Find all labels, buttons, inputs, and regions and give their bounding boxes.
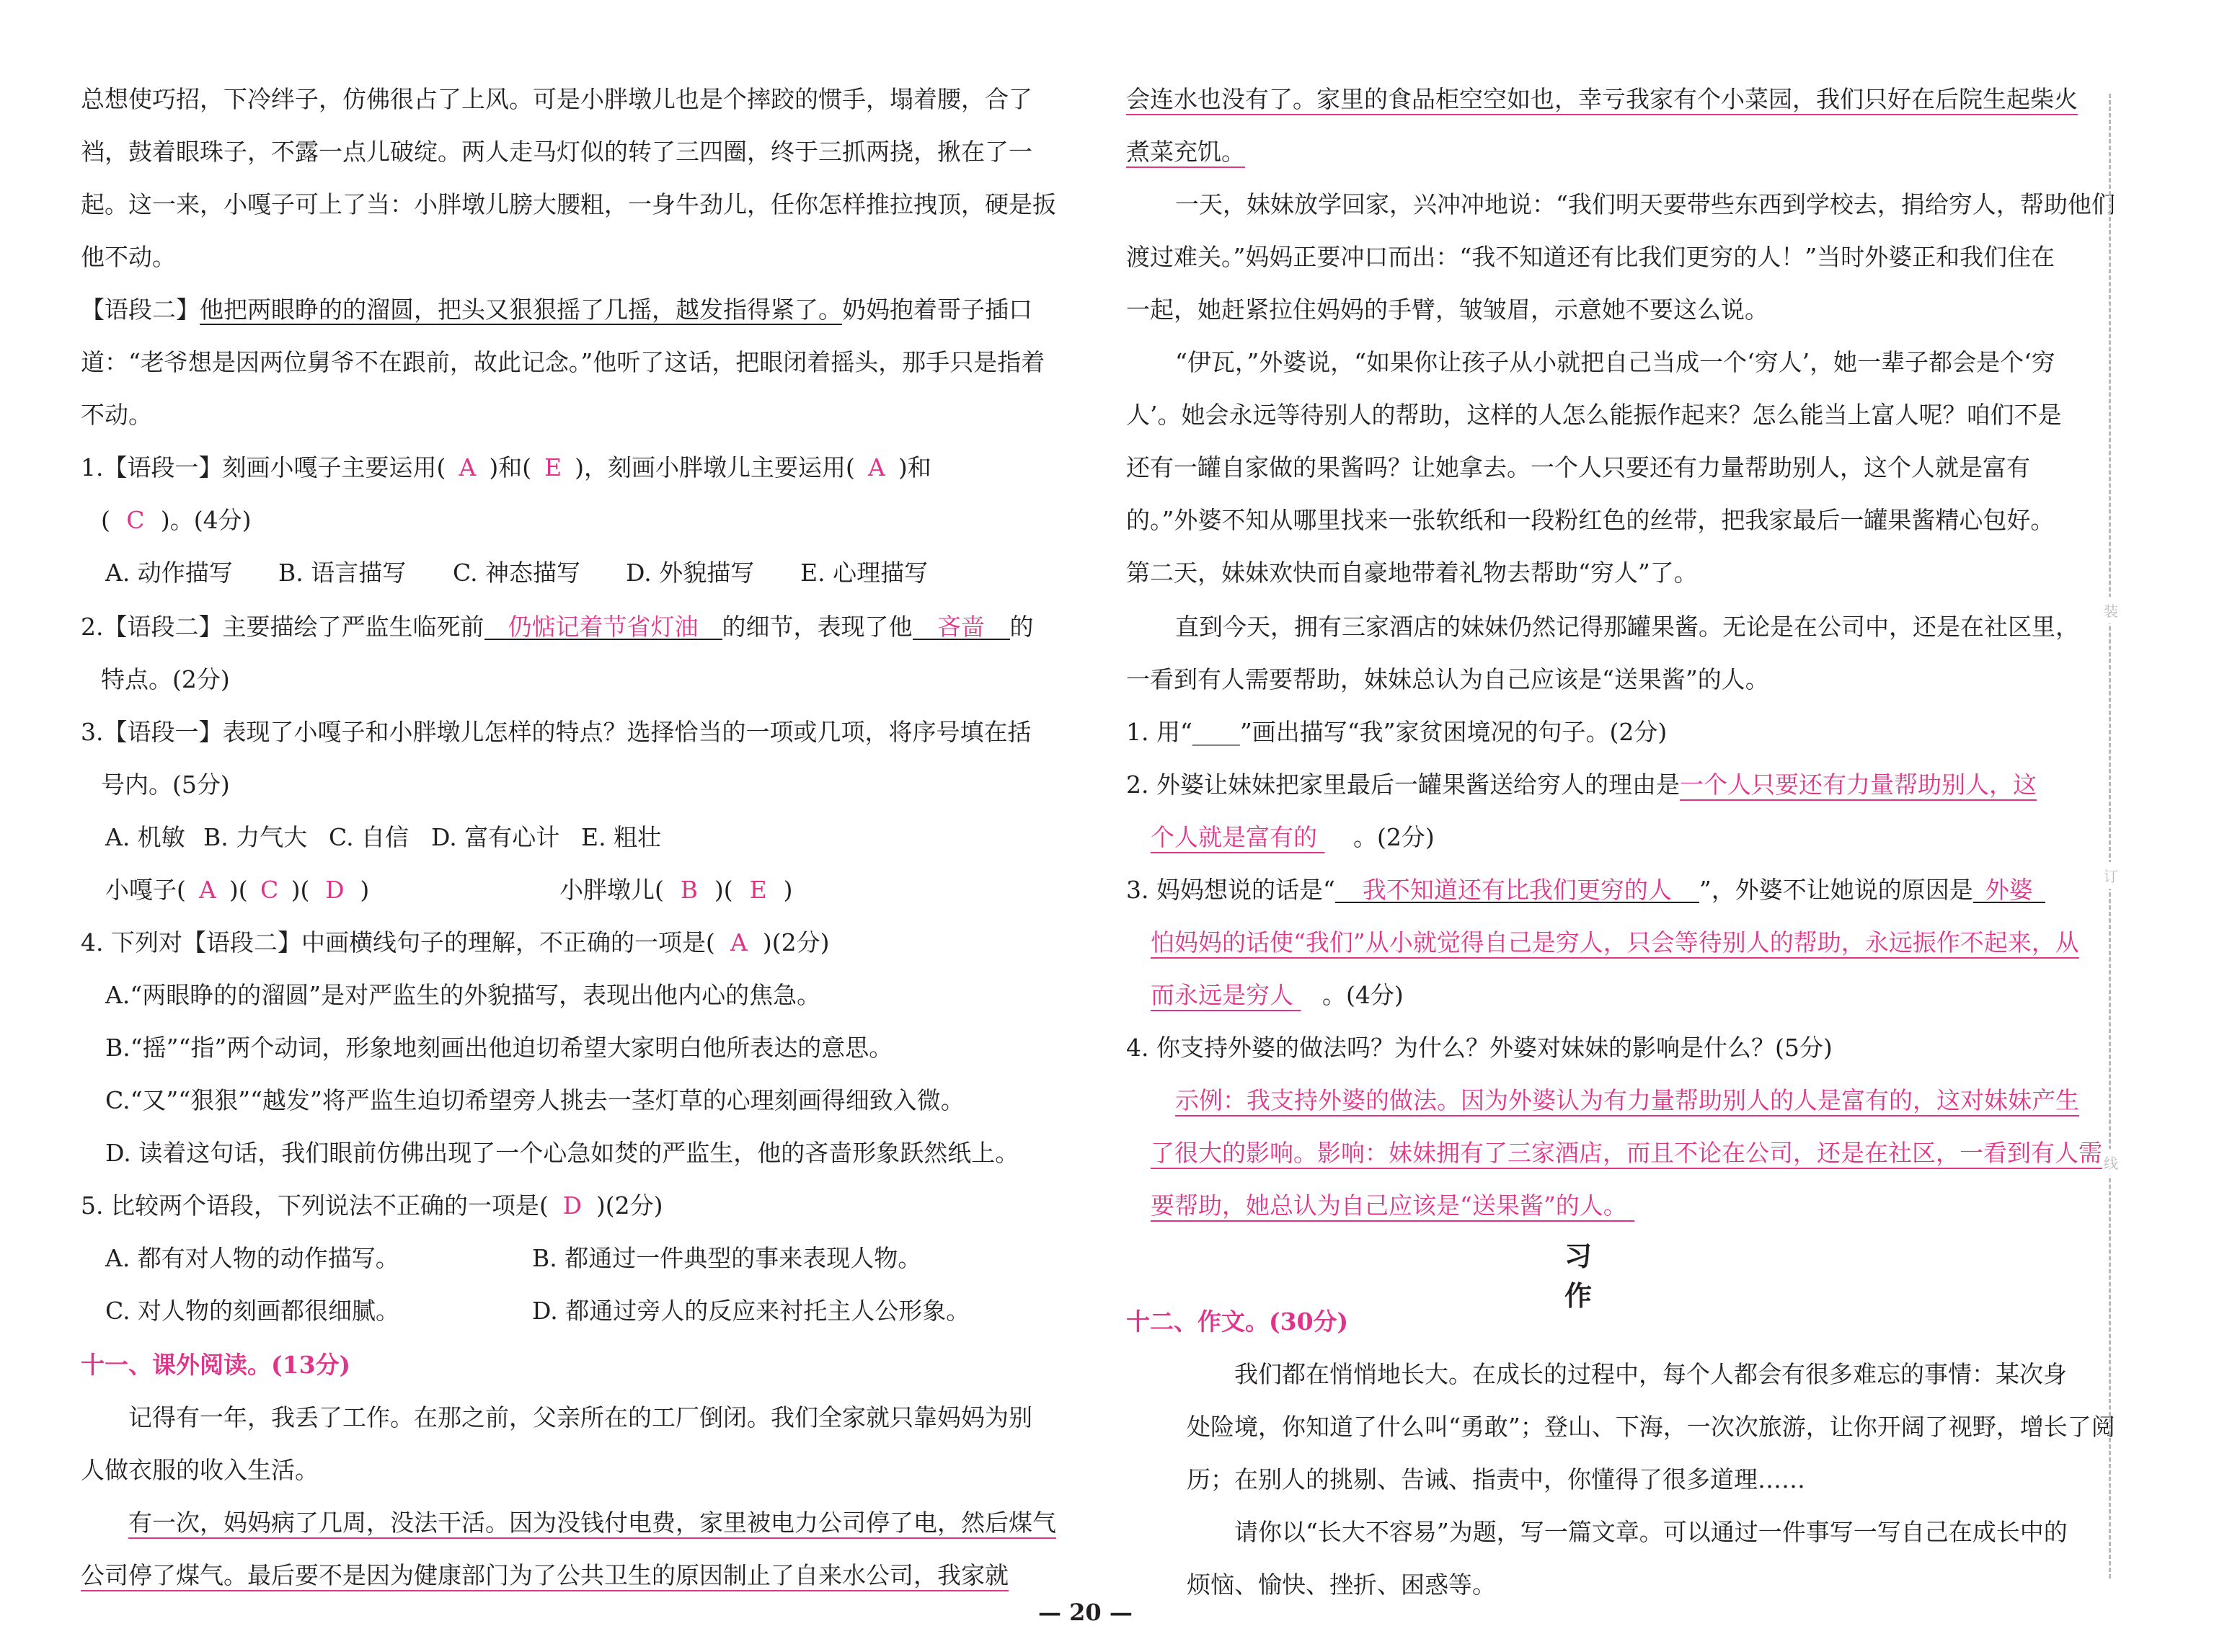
question-text: ”，外婆不让她说的原因是 bbox=[1699, 876, 1973, 904]
passage-line: 总想使巧招，下冷绊子，仿佛很占了上风。可是小胖墩儿也是个摔跤的惯手，塌着腰，合了 bbox=[81, 85, 1032, 113]
option: E. 粗壮 bbox=[581, 823, 662, 851]
question-text: )和 bbox=[898, 453, 931, 481]
passage-line: 不动。 bbox=[81, 401, 152, 429]
passage-line: 裆，鼓着眼珠子，不露一点儿破绽。两人走马灯似的转了三四圈，终于三抓两挠，揪在了一 bbox=[81, 138, 1032, 166]
option: C. 神态描写 bbox=[453, 559, 581, 587]
story-line: 的。”外婆不知从哪里找来一张软纸和一段粉红色的丝带，把我家最后一罐果酱精心包好。 bbox=[1126, 506, 2055, 534]
story-line-underlined bbox=[1126, 85, 2078, 114]
answer: A bbox=[867, 453, 885, 481]
story-line: 直到今天，拥有三家酒店的妹妹仍然记得那罐果酱。无论是在公司中，还是在社区里， bbox=[1175, 613, 2079, 641]
section-11-heading: 十一、课外阅读。(13分) bbox=[81, 1351, 351, 1379]
section-12-heading: 十二、作文。(30分) bbox=[1126, 1307, 1349, 1336]
story-line: 人做衣服的收入生活。 bbox=[81, 1456, 319, 1484]
essay-prompt-line: 烦恼、愉快、挫折、困惑等。 bbox=[1187, 1571, 1496, 1599]
reading-question-4-answer bbox=[1151, 1191, 1663, 1220]
answer: C bbox=[126, 506, 145, 534]
answer: D bbox=[562, 1191, 583, 1220]
reading-question-1: 1. 用“____”画出描写“我”家贫困境况的句子。(2分) bbox=[1126, 718, 1668, 746]
option: D. 富有心计 bbox=[431, 823, 560, 851]
essay-prompt-line: 我们都在悄悄地长大。在成长的过程中，每个人都会有很多难忘的事情：某次身 bbox=[1234, 1360, 2067, 1388]
reading-question-4-answer bbox=[1151, 1139, 2102, 1168]
essay-prompt-line: 处险境，你知道了什么叫“勇敢”；登山、下海，一次次旅游，让你开阔了视野，增长了阅 bbox=[1187, 1413, 2115, 1441]
question-text: 4. 下列对【语段二】中画横线句子的理解，不正确的一项是( bbox=[81, 928, 715, 956]
story-line: 一天，妹妹放学回家，兴冲冲地说：“我们明天要带些东西到学校去，捐给穷人，帮助他们 bbox=[1175, 190, 2115, 218]
option: A. 动作描写 bbox=[105, 559, 233, 587]
reading-question-3-cont bbox=[1151, 928, 2079, 957]
question-text: 2. 外婆让妹妹把家里最后一罐果酱送给穷人的理由是 bbox=[1126, 771, 1680, 799]
answer: B bbox=[680, 876, 698, 904]
question-5 bbox=[81, 1191, 663, 1220]
reading-question-3-cont bbox=[1151, 981, 1404, 1010]
question-text: 1.【语段一】刻画小嘎子主要运用( bbox=[81, 453, 446, 481]
passage-line: 起。这一来，小嘎子可上了当：小胖墩儿膀大腰粗，一身牛劲儿，任你怎样推拉拽顶，硬是扳 bbox=[81, 190, 1056, 218]
answer: A bbox=[730, 928, 748, 956]
answer: C bbox=[260, 876, 279, 904]
section-title: 习作 bbox=[1564, 1240, 1617, 1312]
option: D. 读着这句话，我们眼前仿佛出现了一个心急如焚的严监生，他的吝啬形象跃然纸上。 bbox=[105, 1139, 1019, 1167]
question-text: 3. 妈妈想说的话是“ bbox=[1126, 876, 1335, 904]
question-text: )和( bbox=[489, 453, 532, 481]
binding-dashed-line bbox=[2109, 94, 2111, 1578]
story-line-underlined bbox=[81, 1561, 1009, 1590]
answer-label: 小胖墩儿( bbox=[559, 876, 664, 904]
question-text: 5. 比较两个语段，下列说法不正确的一项是( bbox=[81, 1191, 549, 1220]
segment2-underlined-sentence: 他把两眼睁的的溜圆，把头又狠狠摇了几摇，越发指得紧了。 bbox=[200, 296, 842, 324]
answer: E bbox=[544, 453, 562, 481]
option: B. 语言描写 bbox=[278, 559, 407, 587]
story-line: 一看到有人需要帮助，妹妹总认为自己应该是“送果酱”的人。 bbox=[1126, 665, 1769, 693]
answer-text: 要帮助，她总认为自己应该是“送果酱”的人。 bbox=[1151, 1191, 1627, 1220]
question-1 bbox=[81, 453, 931, 482]
answer: A bbox=[198, 876, 216, 904]
answer: D bbox=[325, 876, 345, 904]
essay-prompt-line: 请你以“长大不容易”为题，写一篇文章。可以通过一件事写一写自己在成长中的 bbox=[1234, 1518, 2068, 1546]
answer-blank: 仍惦记着节省灯油 bbox=[484, 616, 722, 640]
answer-blank: 我不知道还有比我们更穷的人 bbox=[1335, 879, 1699, 903]
question-text: ( bbox=[101, 506, 110, 534]
underlined-text: 煮菜充饥。 bbox=[1126, 138, 1245, 166]
underlined-text: 会连水也没有了。家里的食品柜空空如也，幸亏我家有个小菜园，我们只好在后院生起柴火 bbox=[1126, 85, 2078, 113]
question-text: 。(2分) bbox=[1353, 823, 1435, 851]
answer-text: 示例：我支持外婆的做法。因为外婆认为有力量帮助别人的人是富有的，这对妹妹产生 bbox=[1175, 1086, 2079, 1114]
answer-label: 小嘎子( bbox=[105, 876, 186, 904]
answer-text: 个人就是富有的 bbox=[1151, 823, 1317, 851]
answer-text: 一个人只要还有力量帮助别人，这 bbox=[1679, 771, 2037, 799]
story-line: 一起，她赶紧拉住妈妈的手臂，皱皱眉，示意她不要这么说。 bbox=[1126, 296, 1768, 324]
answer-blank: 外婆 bbox=[1973, 879, 2045, 903]
question-3-answer-xiaopangdun: 小胖墩儿( B )( E ) bbox=[559, 876, 793, 904]
option: C. 对人物的刻画都很细腻。 bbox=[105, 1297, 400, 1325]
story-line-underlined bbox=[1126, 138, 1245, 166]
passage-line: 他不动。 bbox=[81, 243, 176, 271]
question-2-cont: 特点。(2分) bbox=[101, 665, 230, 693]
question-text: 的 bbox=[1009, 613, 1034, 641]
reading-question-3 bbox=[1126, 876, 2045, 905]
question-2 bbox=[81, 613, 1034, 641]
story-line-underlined bbox=[128, 1509, 1056, 1537]
underlined-text: 有一次，妈妈病了几周，没法干活。因为没钱付电费，家里被电力公司停了电，然后煤气 bbox=[128, 1509, 1056, 1537]
question-text: )，刻画小胖墩儿主要运用( bbox=[575, 453, 855, 481]
answer-text: 怕妈妈的话使“我们”从小就觉得自己是穷人，只会等待别人的帮助，永远振作不起来，从 bbox=[1151, 928, 2079, 956]
binding-char: 线 bbox=[2104, 1149, 2118, 1176]
story-line: 人’。她会永远等待别人的帮助，这样的人怎么能振作起来？怎么能当上富人呢？咱们不是 bbox=[1126, 401, 2062, 429]
option: B. 都通过一件典型的事来表现人物。 bbox=[532, 1244, 922, 1272]
question-1-cont bbox=[101, 506, 252, 535]
story-line: 渡过难关。”妈妈正要冲口而出：“我不知道还有比我们更穷的人！”当时外婆正和我们住在 bbox=[1126, 243, 2055, 271]
question-3: 3.【语段一】表现了小嘎子和小胖墩儿怎样的特点？选择恰当的一项或几项，将序号填在括 bbox=[81, 718, 1032, 746]
reading-question-4-answer bbox=[1151, 1086, 2079, 1115]
option: A. 机敏 bbox=[105, 823, 185, 851]
question-text: )(2分) bbox=[762, 928, 830, 956]
question-text: 的细节，表现了他 bbox=[722, 613, 913, 641]
question-4 bbox=[81, 928, 829, 957]
story-line: “伊瓦，”外婆说，“如果你让孩子从小就把自己当成一个‘穷人’，她一辈子都会是个‘穷 bbox=[1175, 348, 2055, 376]
option: D. 都通过旁人的反应来衬托主人公形象。 bbox=[532, 1297, 970, 1325]
reading-question-2-cont bbox=[1151, 823, 1435, 852]
passage-line: 道：“老爷想是因两位舅爷不在跟前，故此记念。”他听了这话，把眼闭着摇头，那手只是指着 bbox=[81, 348, 1045, 376]
question-text: )。(4分) bbox=[160, 506, 252, 534]
segment2-first-line bbox=[81, 296, 1032, 324]
option: E. 心理描写 bbox=[800, 559, 929, 587]
question-text: )(2分) bbox=[596, 1191, 663, 1220]
segment2-tag: 【语段二】 bbox=[81, 296, 200, 324]
option: C. 自信 bbox=[329, 823, 409, 851]
binding-char: 装 bbox=[2104, 597, 2118, 623]
option: B.“摇”“指”两个动词，形象地刻画出他迫切希望大家明白他所表达的意思。 bbox=[105, 1034, 893, 1062]
option: D. 外貌描写 bbox=[626, 559, 755, 587]
answer: A bbox=[459, 453, 477, 481]
answer-text: 而永远是穷人 bbox=[1151, 981, 1293, 1009]
answer-blank: 吝啬 bbox=[913, 616, 1010, 640]
page-number: — 20 — bbox=[1038, 1599, 1133, 1626]
segment2-rest: 奶妈抱着哥子插口 bbox=[842, 296, 1032, 324]
option: A.“两眼睁的的溜圆”是对严监生的外貌描写，表现出他内心的焦急。 bbox=[105, 981, 821, 1009]
question-text: 。(4分) bbox=[1322, 981, 1404, 1009]
essay-prompt-line: 历；在别人的挑剔、告诫、指责中，你懂得了很多道理…… bbox=[1187, 1465, 1805, 1493]
story-line: 第二天，妹妹欢快而自豪地带着礼物去帮助“穷人”了。 bbox=[1126, 559, 1698, 587]
story-line: 记得有一年，我丢了工作。在那之前，父亲所在的工厂倒闭。我们全家就只靠妈妈为别 bbox=[128, 1403, 1032, 1431]
option: C.“又”“狠狠”“越发”将严监生迫切希望旁人挑去一茎灯草的心理刻画得细致入微。 bbox=[105, 1086, 965, 1114]
answer-text: 了很大的影响。影响：妹妹拥有了三家酒店，而且不论在公司，还是在社区，一看到有人需 bbox=[1151, 1139, 2102, 1167]
underlined-text: 公司停了煤气。最后要不是因为健康部门为了公共卫生的原因制止了自来水公司，我家就 bbox=[81, 1561, 1009, 1589]
binding-char: 订 bbox=[2104, 862, 2118, 889]
question-text: 2.【语段二】主要描绘了严监生临死前 bbox=[81, 613, 484, 641]
question-3-cont: 号内。(5分) bbox=[101, 771, 230, 799]
story-line: 还有一罐自家做的果酱吗？让她拿去。一个人只要还有力量帮助别人，这个人就是富有 bbox=[1126, 453, 2030, 481]
option: B. 力气大 bbox=[203, 823, 308, 851]
reading-question-4: 4. 你支持外婆的做法吗？为什么？外婆对妹妹的影响是什么？(5分) bbox=[1126, 1034, 1833, 1062]
question-3-answer-xiaogazi: 小嘎子( A )( C )( D ) bbox=[105, 876, 370, 904]
option: A. 都有对人物的动作描写。 bbox=[105, 1244, 399, 1272]
answer: E bbox=[749, 876, 767, 904]
reading-question-2 bbox=[1126, 771, 2037, 799]
